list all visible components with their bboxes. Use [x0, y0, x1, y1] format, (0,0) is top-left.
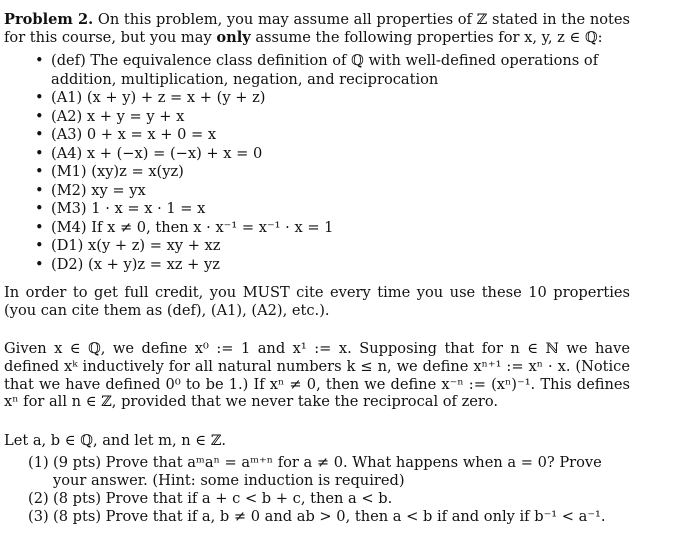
property-list [35, 52, 635, 274]
problem-intro [4, 11, 630, 47]
power-definition: Given x ∈ ℚ, we define x⁰ := 1 and x¹ := x. Supposing that for n ∈ ℕ we have defined xᵏ inductively for all natural numbers k ≤ n, we define xⁿ⁺¹ := xⁿ · x. (Notice that we have defined 0⁰ to be 1.) If xⁿ ≠ 0, then we define x⁻ⁿ := (xⁿ)⁻¹. This defines xⁿ for all n ∈ ℤ, provided that we never take the reciprocal of zero. [4, 340, 630, 411]
property-item [35, 163, 635, 182]
intro-text-start: On this problem, you may assume all properties of ℤ stated in the notes for this course, but you may [4, 11, 630, 46]
task-setup: Let a, b ∈ ℚ, and let m, n ∈ ℤ. [4, 432, 226, 449]
property-item [35, 126, 635, 145]
property-label: (A2) [51, 107, 83, 125]
property-label: (A4) [51, 144, 83, 162]
property-item [35, 219, 635, 238]
task-number: (3) [28, 508, 49, 525]
problem-heading: Problem 2. [4, 11, 94, 28]
property-label: (M3) [51, 200, 87, 217]
property-item [35, 256, 635, 275]
property-text: x + y = y + x [86, 107, 185, 125]
property-text: 1 · x = x · 1 = x [91, 200, 206, 217]
property-text: (x + y)z = xz + yz [88, 255, 220, 273]
property-text: 0 + x = x + 0 = x [86, 126, 217, 143]
task-item [28, 490, 628, 508]
property-item [35, 237, 635, 256]
property-item [35, 200, 635, 219]
property-text: (xy)z = x(yz) [91, 163, 184, 180]
property-label: (A1) [51, 89, 83, 106]
task-number: (1) [28, 454, 49, 471]
citation-note: In order to get full credit, you MUST cite every time you use these 10 properties (you can cite them as (def), (A1), (A2), etc.). [4, 284, 630, 319]
property-text: (x + y) + z = x + (y + z) [86, 89, 266, 106]
property-label: (A3) [51, 126, 83, 143]
property-label: (M2) [51, 181, 87, 199]
property-label: (D1) [51, 237, 84, 254]
property-item [35, 182, 635, 201]
property-label: (M1) [51, 163, 87, 180]
task-text: (8 pts) Prove that if a + c < b + c, then a < b. [53, 490, 393, 507]
property-label: (D2) [51, 255, 84, 273]
property-text: If x ≠ 0, then x · x⁻¹ = x⁻¹ · x = 1 [91, 218, 334, 236]
intro-emphasis: only [216, 28, 251, 46]
property-item [35, 52, 635, 89]
property-text: x + (−x) = (−x) + x = 0 [86, 144, 263, 162]
property-label: (M4) [51, 218, 87, 236]
property-text: xy = yx [91, 181, 146, 199]
property-text: x(y + z) = xy + xz [88, 237, 221, 254]
property-item [35, 145, 635, 164]
intro-text-end: assume the following properties for x, y, z ∈ ℚ: [250, 28, 603, 46]
task-number: (2) [28, 490, 49, 507]
task-text: (8 pts) Prove that if a, b ≠ 0 and ab > 0, then a < b if and only if b⁻¹ < a⁻¹. [53, 508, 606, 525]
task-text: (9 pts) Prove that aᵐaⁿ = aᵐ⁺ⁿ for a ≠ 0. What happens when a = 0? Prove your answer. (Hint: some induction is required) [53, 454, 602, 489]
task-item [28, 454, 628, 490]
property-label: (def) [51, 52, 86, 69]
property-item [35, 108, 635, 127]
property-text: The equivalence class definition of ℚ with well-defined operations of addition, multiplication, negation, and reciprocation [51, 52, 599, 88]
task-list [28, 454, 628, 526]
task-item [28, 508, 628, 526]
property-item [35, 89, 635, 108]
